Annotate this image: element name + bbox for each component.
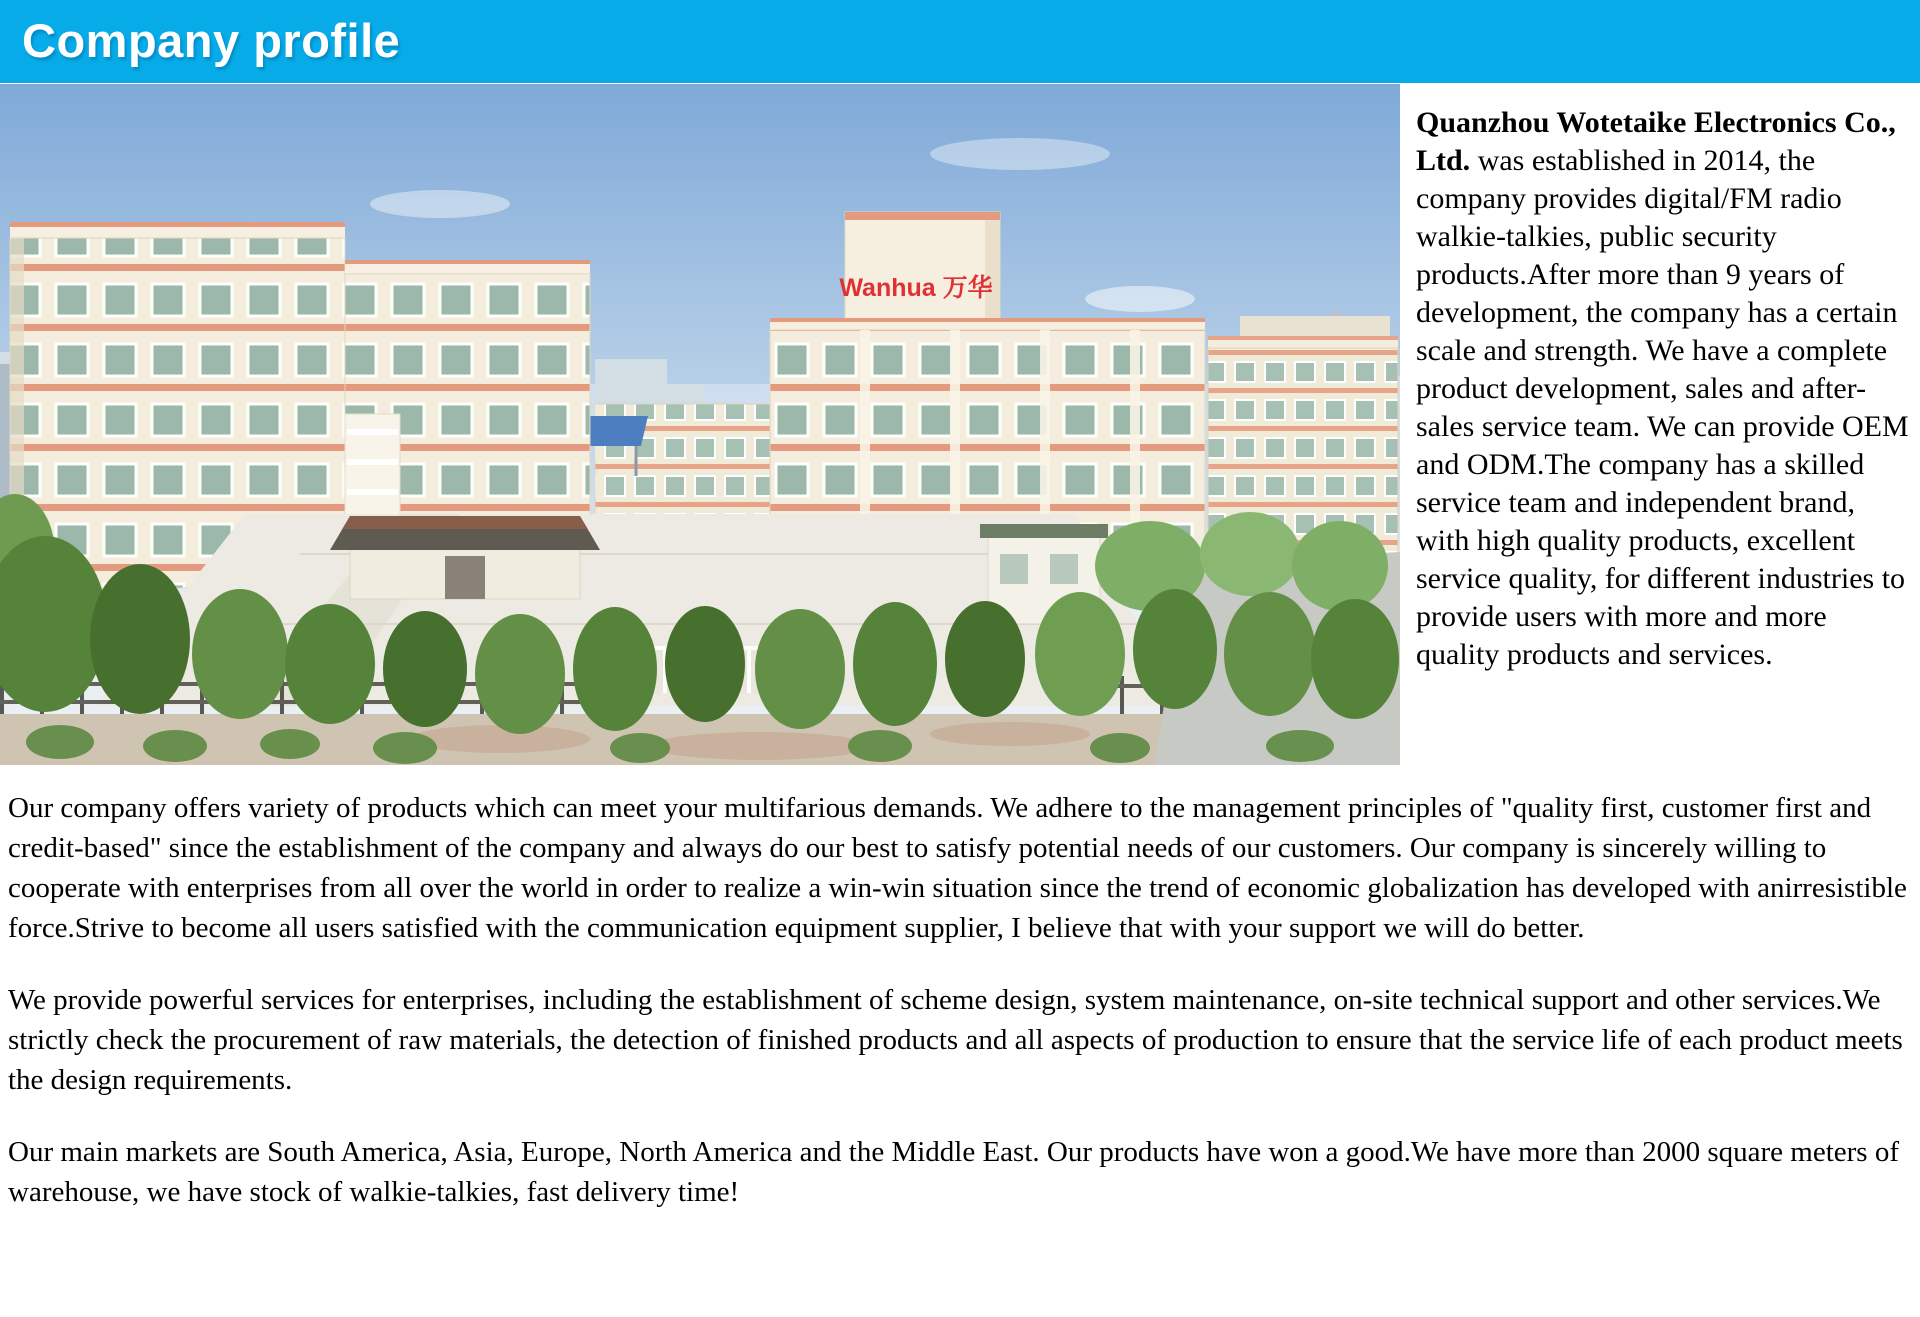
company-intro-text: was established in 2014, the company provides digital/FM radio walkie-talkies, public security products.After more than 9 years of development, the company has a certain scale and strength. We have a complete product development, sales and after-sales service team. We can provide OEM and ODM.The company has a skilled service team and independent brand, with high quality products, excellent service quality, for different industries to provide users with more and more quality products and services. <box>1416 144 1909 671</box>
paragraph-markets: Our main markets are South America, Asia, Europe, North America and the Middle East. Our products have won a good.We have more than 2000 square meters of warehouse, we have stock of walkie-talkies, fast delivery time! <box>8 1136 1899 1208</box>
company-intro <box>1416 104 1912 674</box>
gate-canopy <box>330 516 600 599</box>
body-text <box>8 788 1910 1212</box>
company-name: Quanzhou Wotetaike Electronics Co., Ltd. <box>1416 106 1896 177</box>
company-photo <box>0 84 1400 765</box>
factory-campus-illustration <box>0 84 1400 765</box>
mid-left-wing <box>345 260 590 536</box>
page-title: Company profile <box>22 14 401 67</box>
paragraph-products: Our company offers variety of products which can meet your multifarious demands. We adhere to the management principles of "quality first, customer first and credit-based" since the establishment of the company and always do our best to satisfy potential needs of our customers. Our company is sincerely willing to cooperate with enterprises from all over the world in order to realize a win-win situation since the trend of economic globalization has developed with anirresistible force.Strive to become all users satisfied with the communication equipment supplier, I believe that with your support we will do better. <box>8 792 1907 944</box>
section-header <box>0 0 1920 83</box>
paragraph-services: We provide powerful services for enterprises, including the establishment of scheme design, system maintenance, on-site technical support and other services.We strictly check the procurement of raw materials, the detection of finished products and all aspects of production to ensure that the service life of each product meets the design requirements. <box>8 984 1903 1096</box>
wanhua-sign-text: Wanhua 万华 <box>839 274 993 302</box>
